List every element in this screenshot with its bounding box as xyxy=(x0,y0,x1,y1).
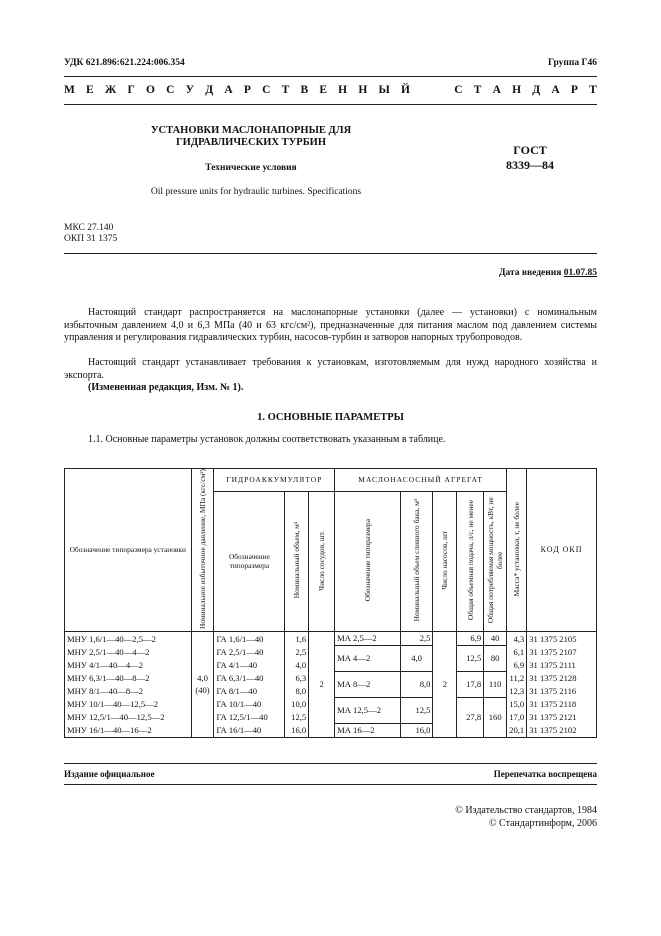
row-volume: 10,0 xyxy=(285,697,309,710)
row-designation: МНУ 6,3/1—40—8—2 xyxy=(65,671,192,684)
official-edition: Издание официальное xyxy=(64,769,155,779)
document-title: УСТАНОВКИ МАСЛОНАПОРНЫЕ ДЛЯ ГИДРАВЛИЧЕСКИХ ТУРБИН xyxy=(150,125,352,148)
intro-paragraph: Настоящий стандарт распространяется на маслонапорные установки (далее — установки) с номинальным избыточным давлением 4,0 и 6,3 МПа (40 и 63 кгс/см²), предназначенные для питания маслом под давлением системы управления и регулирования гидравлических турбин, насосов-турбин и затворов напорных трубопроводов. xyxy=(64,307,597,343)
english-title: Oil pressure units for hydraulic turbines. Specifications xyxy=(150,187,362,197)
row-okp: 31 1375 2111 xyxy=(527,658,597,671)
row-acc: ГА 16/1—40 xyxy=(214,723,285,737)
row-designation: МНУ 10/1—40—12,5—2 xyxy=(65,697,192,710)
row-okp: 31 1375 2107 xyxy=(527,645,597,658)
col-acc-volume-header: Номинальный объем, м³ xyxy=(285,491,309,631)
col-pump-designation-header: Обозначение типоразмера xyxy=(335,491,401,631)
power-cell: 40 xyxy=(484,631,507,645)
udk-code: УДК 621.896:621.224:006.354 xyxy=(64,58,185,68)
col-flow-header: Общая объемная подача, л/с, не менее xyxy=(457,491,484,631)
pump-cell: МА 4—2 xyxy=(335,645,401,671)
row-designation: МНУ 4/1—40—4—2 xyxy=(65,658,192,671)
banner-rule xyxy=(64,104,597,105)
row-acc: ГА 4/1—40 xyxy=(214,658,285,671)
footer-rule xyxy=(64,763,597,764)
amendment-note: (Измененная редакция, Изм. № 1). xyxy=(88,382,244,393)
row-volume: 12,5 xyxy=(285,710,309,723)
copyright: © Издательство стандартов, 1984 © Стандартинформ, 2006 xyxy=(455,805,597,829)
tank-cell: 16,0 xyxy=(400,723,433,737)
top-rule xyxy=(64,76,597,77)
row-okp: 31 1375 2118 xyxy=(527,697,597,710)
row-mass: 20,1 xyxy=(507,723,527,737)
row-mass: 17,0 xyxy=(507,710,527,723)
accumulator-group-header: ГИДРОАККУМУЛЯТОР xyxy=(214,469,335,492)
row-okp: 31 1375 2102 xyxy=(527,723,597,737)
col-designation-header: Обозначение типоразмера установки xyxy=(65,469,192,632)
row-volume: 8,0 xyxy=(285,684,309,697)
row-designation: МНУ 1,6/1—40—2,5—2 xyxy=(65,631,192,645)
flow-cell: 17,8 xyxy=(457,671,484,697)
gost-designation: ГОСТ 8339—84 xyxy=(506,143,554,172)
pump-cell: МА 2,5—2 xyxy=(335,631,401,645)
row-okp: 31 1375 2128 xyxy=(527,671,597,684)
section-heading: 1. ОСНОВНЫЕ ПАРАМЕТРЫ xyxy=(257,412,404,423)
col-pressure-header: Номинальное избыточное давление, МПа (кгс/см²) xyxy=(191,469,214,632)
row-acc: ГА 2,5/1—40 xyxy=(214,645,285,658)
scope-paragraph: Настоящий стандарт устанавливает требования к установкам, изготовляемым для нужд народного хозяйства и экспорта. xyxy=(64,357,597,381)
row-mass: 6,1 xyxy=(507,645,527,658)
pump-unit-group-header: МАСЛОНАСОСНЫЙ АГРЕГАТ xyxy=(335,469,507,492)
row-acc: ГА 12,5/1—40 xyxy=(214,710,285,723)
row-mass: 15,0 xyxy=(507,697,527,710)
row-acc: ГА 1,6/1—40 xyxy=(214,631,285,645)
row-acc: ГА 8/1—40 xyxy=(214,684,285,697)
col-okp-header: КОД ОКП xyxy=(527,469,597,632)
pump-cell: МА 12,5—2 xyxy=(335,697,401,723)
group-code: Группа Г46 xyxy=(548,58,597,68)
tank-cell: 4,0 xyxy=(400,645,433,671)
row-okp: 31 1375 2116 xyxy=(527,684,597,697)
document-subtitle: Технические условия xyxy=(205,163,297,173)
row-acc: ГА 10/1—40 xyxy=(214,697,285,710)
footer-bottom-rule xyxy=(64,784,597,785)
pump-cell: МА 16—2 xyxy=(335,723,401,737)
row-volume: 6,3 xyxy=(285,671,309,684)
codes-rule xyxy=(64,253,597,254)
row-mass: 12,3 xyxy=(507,684,527,697)
row-designation: МНУ 8/1—40—8—2 xyxy=(65,684,192,697)
row-volume: 1,6 xyxy=(285,631,309,645)
power-cell: 110 xyxy=(484,671,507,697)
row-volume: 16,0 xyxy=(285,723,309,737)
col-acc-designation-header: Обозначение типоразмера xyxy=(214,491,285,631)
reprint-prohibited: Перепечатка воспрещена xyxy=(493,769,597,779)
col-tank-volume-header: Номинальный объем сливного бака, м³ xyxy=(400,491,433,631)
clause-1-1: 1.1. Основные параметры установок должны соответствовать указанным в таблице. xyxy=(88,434,446,445)
vessels-cell: 2 xyxy=(309,631,335,737)
row-designation: МНУ 12,5/1—40—12,5—2 xyxy=(65,710,192,723)
pump-cell: МА 8—2 xyxy=(335,671,401,697)
flow-cell: 12,5 xyxy=(457,645,484,671)
table-row xyxy=(65,631,597,645)
col-vessels-header: Число сосудов, шт. xyxy=(309,491,335,631)
interstate-standard-banner: М Е Ж Г О С У Д А Р С Т В Е Н Н Ы Й С Т А Н Д А Р Т xyxy=(64,84,597,96)
tank-cell: 2,5 xyxy=(400,631,433,645)
row-designation: МНУ 16/1—40—16—2 xyxy=(65,723,192,737)
power-cell: 80 xyxy=(484,645,507,671)
effective-date: Дата введения 01.07.85 xyxy=(498,268,597,278)
flow-cell: 6,9 xyxy=(457,631,484,645)
col-mass-header: Масса* установки, т, не более xyxy=(507,469,527,632)
power-cell: 160 xyxy=(484,697,507,737)
col-power-header: Общая потребляемая мощность, кВт, не более xyxy=(484,491,507,631)
col-pumps-header: Число насосов, шт xyxy=(433,491,457,631)
row-volume: 4,0 xyxy=(285,658,309,671)
row-okp: 31 1375 2121 xyxy=(527,710,597,723)
parameters-table xyxy=(64,468,597,738)
tank-cell: 12,5 xyxy=(400,697,433,723)
pressure-cell: 4,0 (40) xyxy=(191,631,214,737)
row-designation: МНУ 2,5/1—40—4—2 xyxy=(65,645,192,658)
row-okp: 31 1375 2105 xyxy=(527,631,597,645)
tank-cell: 8,0 xyxy=(400,671,433,697)
row-volume: 2,5 xyxy=(285,645,309,658)
classification-codes: МКС 27.140 ОКП 31 1375 xyxy=(64,223,118,244)
row-acc: ГА 6,3/1—40 xyxy=(214,671,285,684)
flow-cell: 27,8 xyxy=(457,697,484,737)
pumps-cell: 2 xyxy=(433,631,457,737)
row-mass: 11,2 xyxy=(507,671,527,684)
row-mass: 4,3 xyxy=(507,631,527,645)
row-mass: 6,9 xyxy=(507,658,527,671)
